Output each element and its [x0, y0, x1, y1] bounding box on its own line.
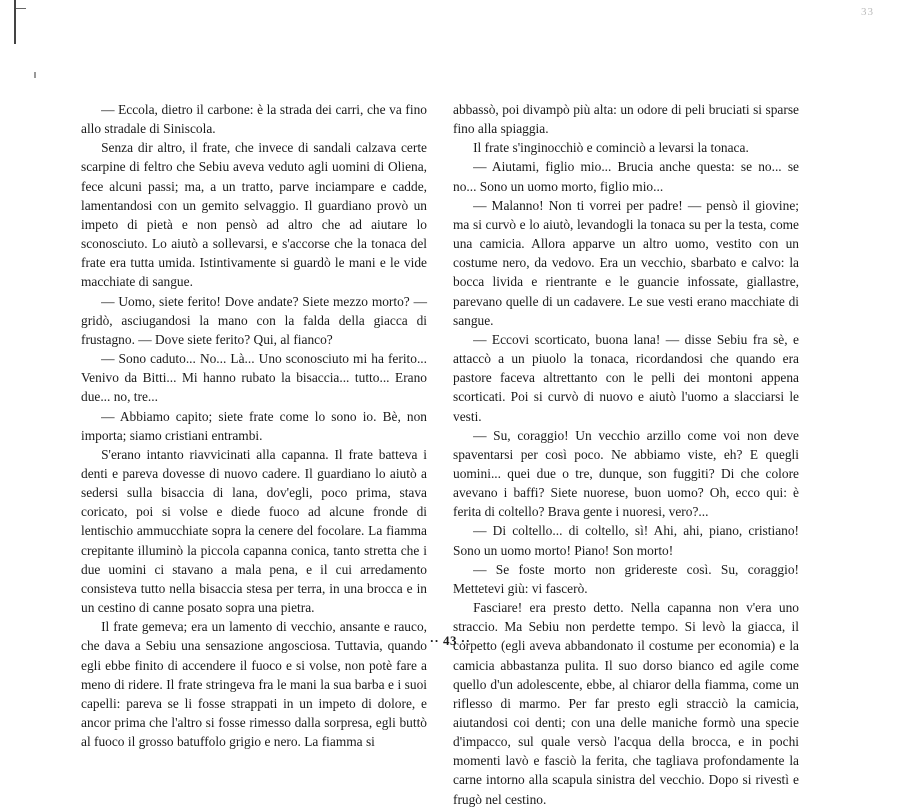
paragraph: — Abbiamo capito; siete frate come lo sono io. Bè, non importa; siamo cristiani entrambi.: [81, 408, 427, 443]
paragraph: — Eccola, dietro il carbone: è la strada dei carri, che va fino allo stradale di Siniscola.: [81, 102, 427, 137]
scan-edge-tick: [16, 8, 26, 9]
corner-page-mark: 33: [861, 6, 874, 18]
paragraph: abbassò, poi divampò più alta: un odore di peli bruciati si sparse fino alla spiaggia.: [453, 102, 799, 137]
paragraph: S'erano intanto riavvicinati alla capanna. Il frate batteva i denti e pareva dovesse di nuovo cadere. Il guardiano lo aiutò a sedersi sulla bisaccia di lana, dov'egli, poco prima, stava coricato, poi si volse e diede fuoco ad alcune fronde di lentischio ammucchiate sopra la cenere del focolare. La fiamma crepitante illuminò la piccola capanna conica, tanto stretta che i due uomini ci stavano a mala pena, e il cui arredamento consisteva tutto nella bisaccia stesa per terra, in una brocca e in un cestino di canne posato sopra una pietra.: [81, 446, 427, 616]
paragraph: Il frate gemeva; era un lamento di vecchio, ansante e rauco, che dava a Sebiu una sensazione angosciosa. Tuttavia, quando egli ebbe finito di accendere il fuoco e si volse, non potè fare a meno di ridere. Il frate stringeva fra le mani la sua barba e i suoi capelli: pareva se li fosse strappati in un impeto di dolore, e ancor prima che l'altro si fosse rimesso dalla sorpresa, egli buttò al fuoco il grosso batuffolo grigio e nero. La fiamma si: [81, 619, 427, 750]
left-text-column: [81, 100, 427, 751]
right-text-column: [453, 100, 799, 809]
scan-edge-mark: [14, 0, 16, 44]
paragraph: — Malanno! Non ti vorrei per padre! — pensò il giovine; ma si curvò e lo aiutò, levandogli la tonaca su per la testa, come una camicia. Allora apparve un altro uomo, vestito con un costume nero, da vedovo. Era un vecchio, sbarbato e calvo: la bocca livida e rientrante e le guancie infossate, giallastre, parevano quelle di un cadavere. Le sue vesti erano macchiate di sangue.: [453, 197, 799, 328]
paragraph: — Uomo, siete ferito! Dove andate? Siete mezzo morto? — gridò, asciugandosi la mano con la falda della giacca di frustagno. — Dove siete ferito? Qui, al fianco?: [81, 293, 427, 347]
paragraph: — Se foste morto non gridereste così. Su, coraggio! Mettetevi giù: vi fascerò.: [453, 561, 799, 596]
paragraph: — Di coltello... di coltello, sì! Ahi, ahi, piano, cristiano! Sono un uomo morto! Piano! Son morto!: [453, 523, 799, 558]
paragraph: — Aiutami, figlio mio... Brucia anche questa: se no... se no... Sono un uomo morto, figlio mio...: [453, 159, 799, 194]
scan-speck: [34, 72, 36, 78]
paragraph: Il frate s'inginocchiò e cominciò a levarsi la tonaca.: [473, 140, 749, 156]
page-number: ·· 43 ··: [429, 633, 471, 648]
paragraph: Senza dir altro, il frate, che invece di sandali calzava certe scarpine di feltro che Sebiu aveva veduto agli uomini di Oliena, fece alcuni passi; ma, a un tratto, parve inciampare e cadde, lamentandosi con un gemito selvaggio. Il guardiano provò un impeto di pietà e non pensò ad altro che ad aiutare lo sconosciuto. Lo aiutò a sollevarsi, e s'accorse che la tonaca del frate era tutta umida. Istintivamente si guardò le mani e le vide macchiate di sangue.: [81, 140, 427, 290]
paragraph: — Su, coraggio! Un vecchio arzillo come voi non deve spaventarsi per così poco. Ne abbiamo viste, eh? E quegli uomini... quei due o tre, dunque, son fuggiti? Di che colore avevano i baffi? Siete nuorese, buon uomo? Oh, ecco qui: è ferita di coltello? Brava gente i nuoresi, vero?...: [453, 427, 799, 520]
paragraph: Fasciare! era presto detto. Nella capanna non v'era uno straccio. Ma Sebiu non perdette tempo. Si levò la giacca, il corpetto (egli aveva abbandonato il costume per economia) e la camicia abbastanza pulita. Il suo dorso bianco ed agile come quello d'un adolescente, ebbe, al chiaror della fiamma, come un riflesso di marmo. Per far presto egli stracciò la camicia, aiutandosi coi denti; con una delle maniche formò una specie d'impacco, sul quale versò l'acqua della brocca, e in pochi momenti lavò e fasciò la ferita, che tagliava profondamente la carne intorno alla scapula sinistra del vecchio. Dopo si rivestì e frugò nel cestino.: [453, 600, 799, 807]
paragraph: — Sono caduto... No... Là... Uno sconosciuto mi ha ferito... Venivo da Bitti... Mi hanno rubato la bisaccia... tutto... Erano due... no, tre...: [81, 351, 427, 405]
paragraph: — Eccovi scorticato, buona lana! — disse Sebiu fra sè, e attaccò a un piuolo la tonaca, ricordandosi che quando era pastore faceva altrettanto con le pelli dei montoni appena scorticati. Poi si curvò di nuovo e aiutò l'uomo a slacciarsi le vesti.: [453, 331, 799, 424]
